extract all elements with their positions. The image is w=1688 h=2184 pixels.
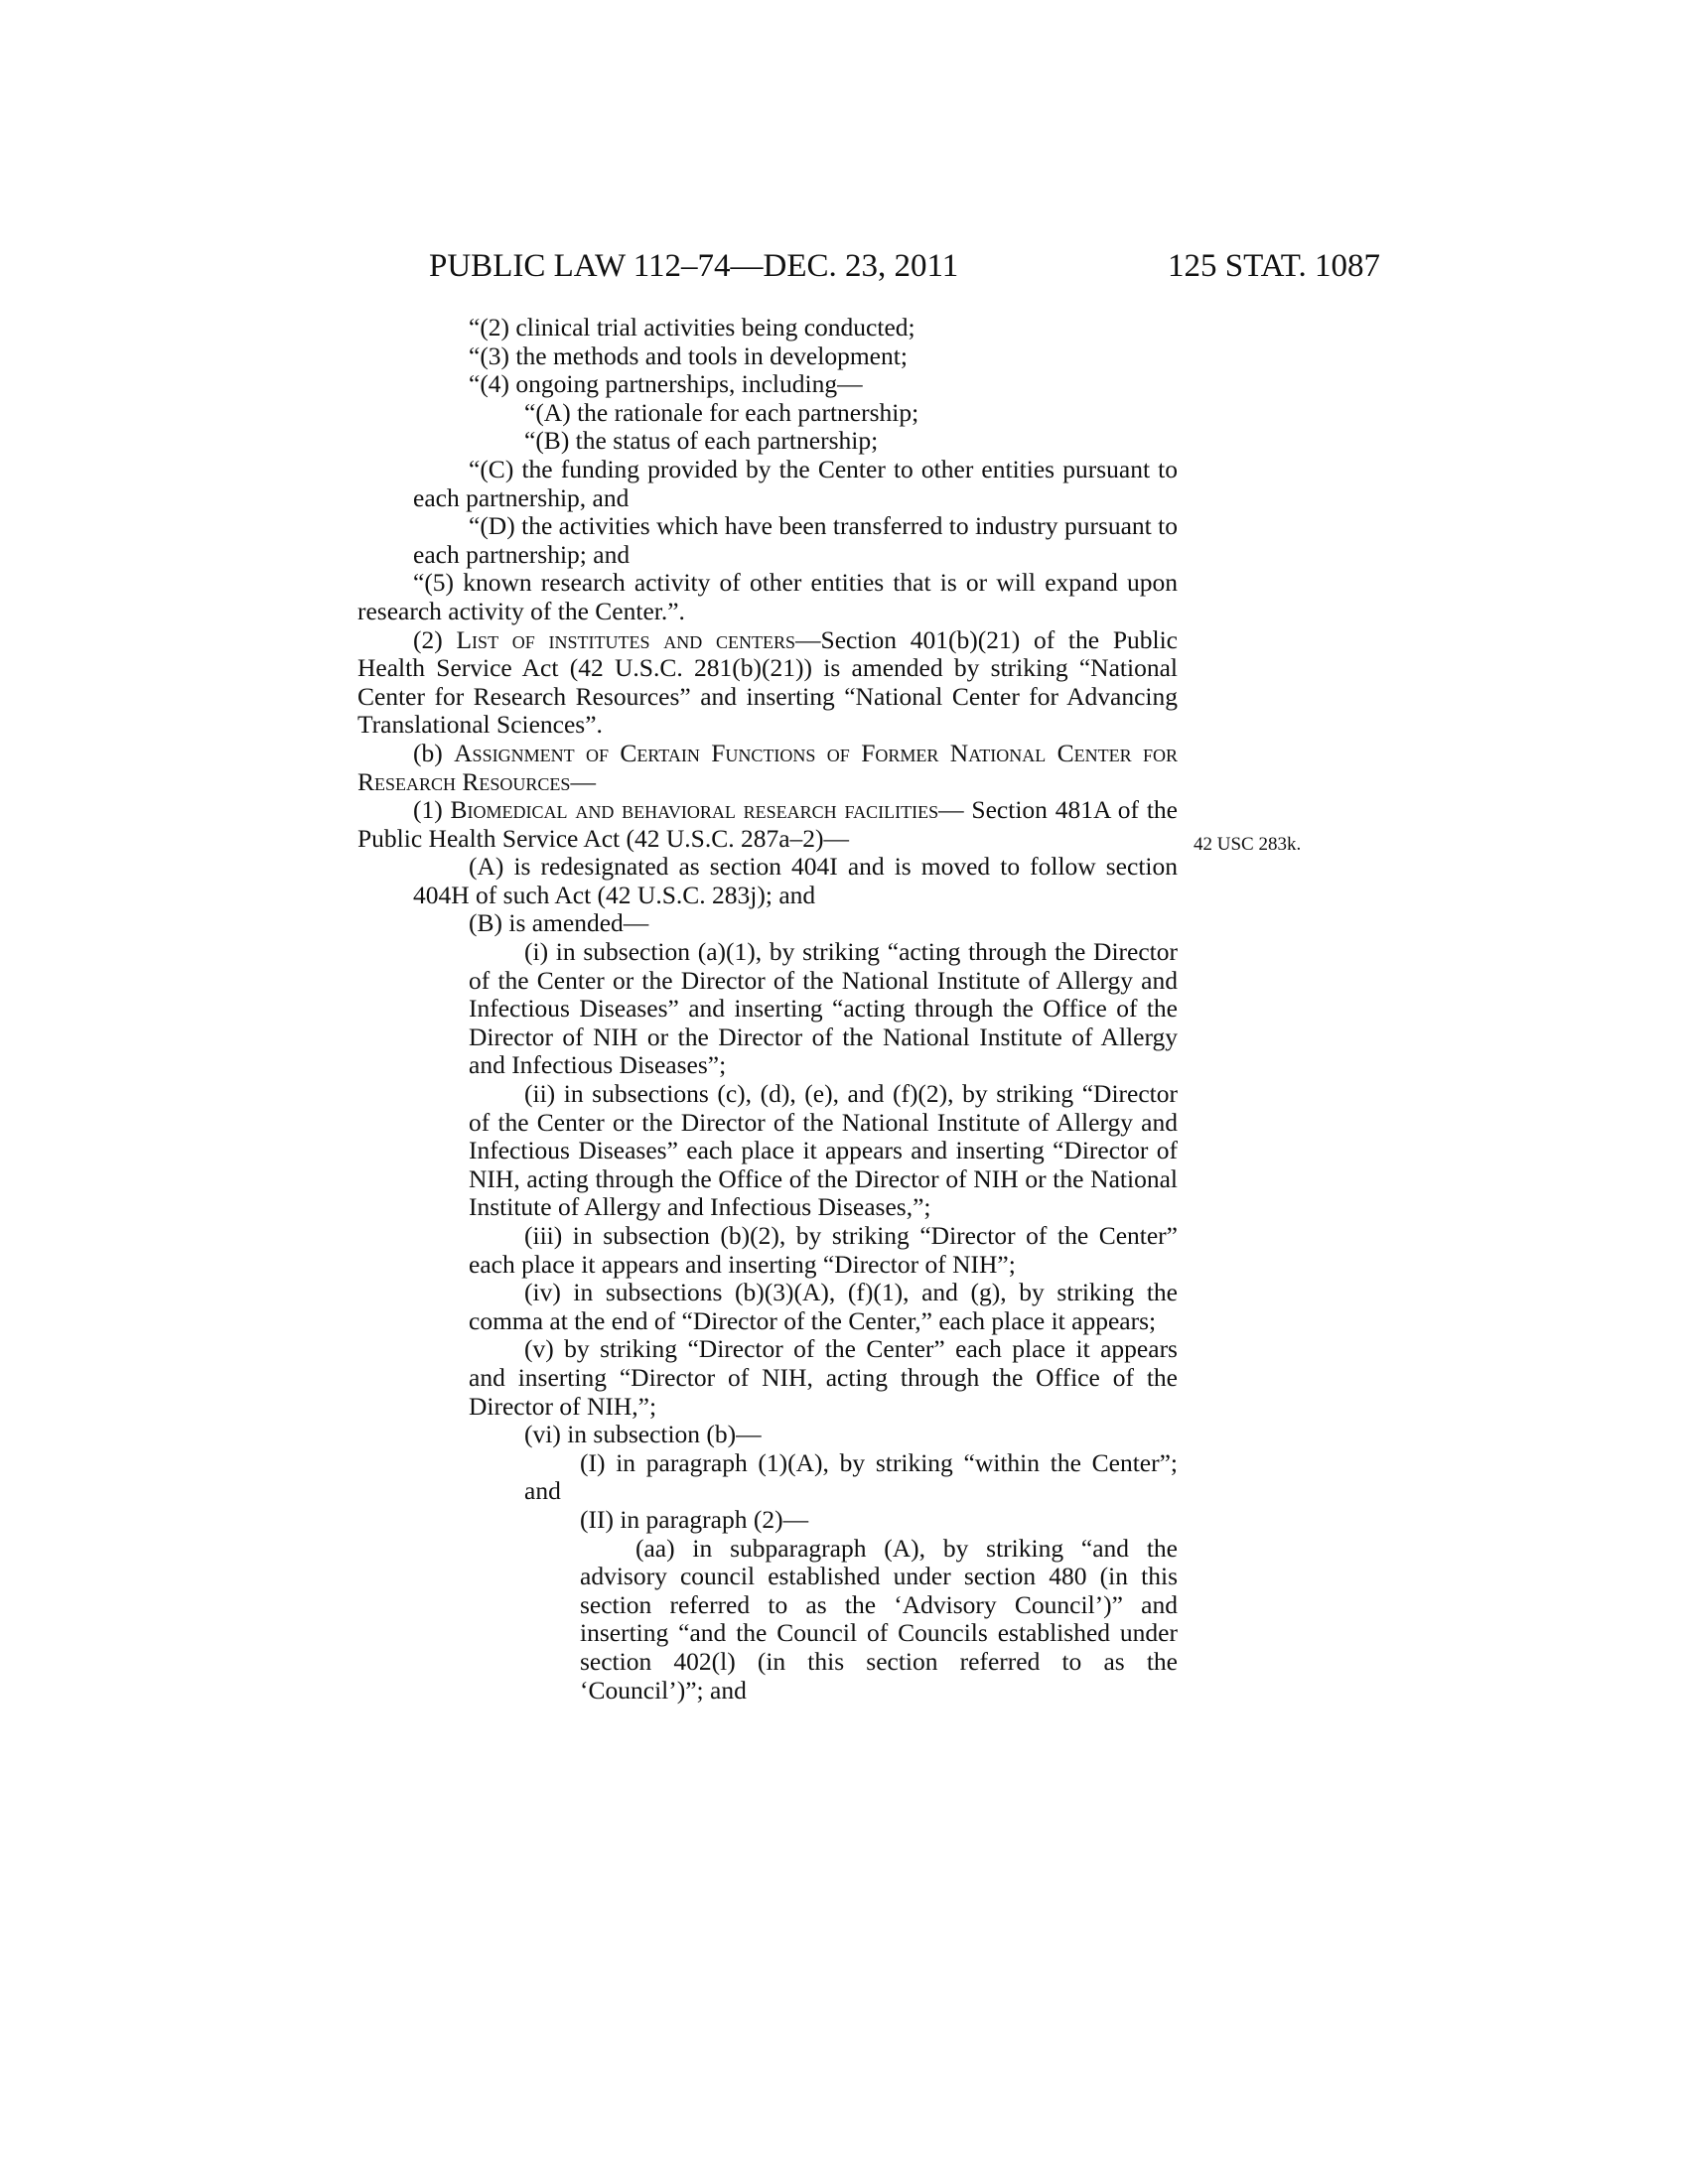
paragraph: (iv) in subsections (b)(3)(A), (f)(1), and (g), by striking the comma at the end of “Director of the Center,” each place it appears; [469, 1278, 1178, 1335]
paragraph: “(3) the methods and tools in development; [469, 341, 908, 370]
document-body [357, 314, 1178, 1705]
paragraph: (A) is redesignated as section 404I and is moved to follow section 404H of such Act (42 U.S.C. 283j); and [413, 852, 1178, 909]
paragraph [357, 626, 1178, 740]
paragraph: (II) in paragraph (2)— [580, 1504, 809, 1534]
paragraph: “(A) the rationale for each partnership; [524, 397, 919, 427]
heading-small-caps: Biomedical and behavioral research facilities [450, 795, 939, 825]
paragraph-text: — [570, 766, 596, 796]
paragraph: “(C) the funding provided by the Center to other entities pursuant to each partnership, and [413, 454, 1178, 512]
running-header-title: PUBLIC LAW 112–74—DEC. 23, 2011 [429, 248, 959, 284]
paragraph: (vi) in subsection (b)— [524, 1420, 762, 1449]
paragraph: (I) in paragraph (1)(A), by striking “within the Center”; and [524, 1447, 1178, 1506]
paragraph: “(B) the status of each partnership; [524, 426, 879, 456]
paragraph: (v) by striking “Director of the Center” each place it appears and inserting “Director of NIH, acting through the Office of the Director of NIH,”; [469, 1334, 1178, 1421]
paragraph: “(5) known research activity of other entities that is or will expand upon research activity of the Center.”. [357, 568, 1178, 625]
paragraph: (B) is amended— [469, 908, 649, 938]
margin-note: 42 USC 283k. [1194, 834, 1302, 855]
heading-small-caps: List of institutes and centers [456, 624, 796, 654]
paragraph: (aa) in subparagraph (A), by striking “and the advisory council established under section 480 (in this section referred to as the ‘Advisory Council’)” and inserting “and the Council of Councils established under section 402(l) (in this section referred to as the ‘Council’)”; and [580, 1533, 1178, 1705]
paragraph: (iii) in subsection (b)(2), by striking “Director of the Center” each place it appears and inserting “Director of NIH”; [469, 1221, 1178, 1279]
paragraph-number: (1) [413, 795, 451, 825]
page-number: 125 STAT. 1087 [1167, 248, 1380, 284]
heading-small-caps: Assignment of Certain Functions of Former National Center for Research Resources [357, 738, 1179, 796]
paragraph-text: —Section 401(b)(21) of the Public Health Service Act (42 U.S.C. 281(b)(21)) is amended by striking “National Center for Research Resources” and inserting “National Center for Advancing Translational Sciences”. [357, 624, 1178, 740]
paragraph: (i) in subsection (a)(1), by striking “acting through the Director of the Center or the Director of the National Institute of Allergy and Infectious Diseases” and inserting “acting through the Office of the Director of NIH or the Director of the National Institute of Allergy and Infectious Diseases”; [469, 937, 1178, 1080]
paragraph: “(4) ongoing partnerships, including— [469, 369, 863, 399]
paragraph: “(D) the activities which have been transferred to industry pursuant to each partnership; and [413, 511, 1178, 569]
paragraph [357, 740, 1178, 796]
paragraph: (ii) in subsections (c), (d), (e), and (f)(2), by striking “Director of the Center or the Director of the National Institute of Allergy and Infectious Diseases” each place it appears and inserting “Director of NIH, acting through the Office of the Director of NIH or the National Institute of Allergy and Infectious Diseases,”; [469, 1079, 1178, 1222]
paragraph-text: — Section 481A of the Public Health Service Act (42 U.S.C. 287a–2)— [357, 795, 1179, 853]
paragraph-number: (2) [413, 624, 457, 654]
paragraph [357, 796, 1178, 853]
paragraph-number: (b) [413, 738, 455, 767]
paragraph: “(2) clinical trial activities being conducted; [469, 313, 915, 341]
